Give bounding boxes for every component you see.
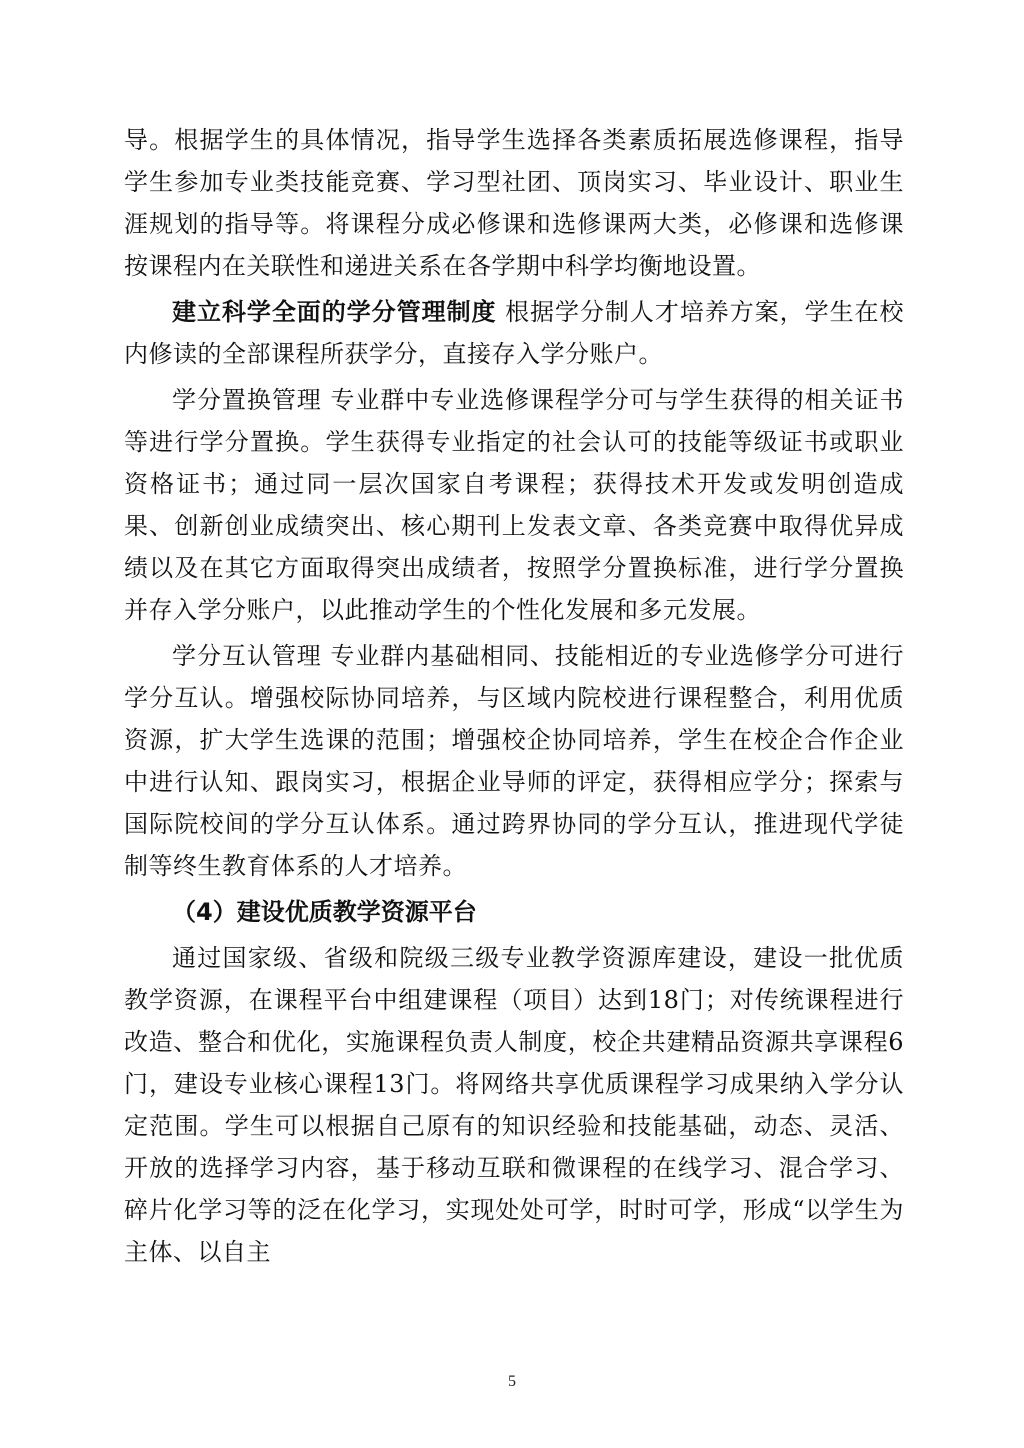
paragraph-teaching-resources <box>124 937 904 1273</box>
page-number: 5 <box>508 1373 516 1390</box>
paragraph-text: 通过国家级、省级和院级三级专业教学资源库建设，建设一批优质教学资源，在课程平台中组建课程（项目）达到18门；对传统课程进行改造、整合和优化，实施课程负责人制度，校企共建精品资源共享课程6门，建设专业核心课程13门。将网络共享优质课程学习成果纳入学分认定范围。学生可以根据自己原有的知识经验和技能基础，动态、灵活、开放的选择学习内容，基于移动互联和微课程的在线学习、混合学习、碎片化学习等的泛在化学习，实现处处可学，时时可学，形成“以学生为主体、以自主 <box>124 944 904 1266</box>
paragraph-text: 专业群中专业选修课程学分可与学生获得的相关证书等进行学分置换。学生获得专业指定的社会认可的技能等级证书或职业资格证书；通过同一层次国家自考课程；获得技术开发或发明创造成果、创新创业成绩突出、核心期刊上发表文章、各类竞赛中取得优异成绩以及在其它方面取得突出成绩者，按照学分置换标准，进行学分置换并存入学分账户，以此推动学生的个性化发展和多元发展。 <box>124 386 904 624</box>
paragraph-credit-replacement <box>124 379 904 631</box>
paragraph-credit-mutual-recognition <box>124 635 904 887</box>
paragraph-lead: 学分置换管理 <box>172 386 322 414</box>
paragraph-text: 导。根据学生的具体情况，指导学生选择各类素质拓展选修课程，指导学生参加专业类技能竞赛、学习型社团、顶岗实习、毕业设计、职业生涯规划的指导等。将课程分成必修课和选修课两大类，必修课和选修课按课程内在关联性和递进关系在各学期中科学均衡地设置。 <box>124 126 904 280</box>
paragraph-text: 专业群内基础相同、技能相近的专业选修学分可进行学分互认。增强校际协同培养，与区域内院校进行课程整合，利用优质资源，扩大学生选课的范围；增强校企协同培养，学生在校企合作企业中进行认知、跟岗实习，根据企业导师的评定，获得相应学分；探索与国际院校间的学分互认体系。通过跨界协同的学分互认，推进现代学徒制等终生教育体系的人才培养。 <box>124 642 904 880</box>
paragraph-continuation <box>124 119 904 287</box>
paragraph-text: 根据学分制人才培养方案，学生在校内修读的全部课程所获学分，直接存入学分账户。 <box>124 298 905 368</box>
paragraph-lead: 学分互认管理 <box>172 642 322 670</box>
document-page <box>124 119 904 1277</box>
paragraph-credit-management <box>124 291 904 375</box>
section-heading: （4）建设优质教学资源平台 <box>172 898 477 926</box>
paragraph-lead: 建立科学全面的学分管理制度 <box>172 298 497 326</box>
